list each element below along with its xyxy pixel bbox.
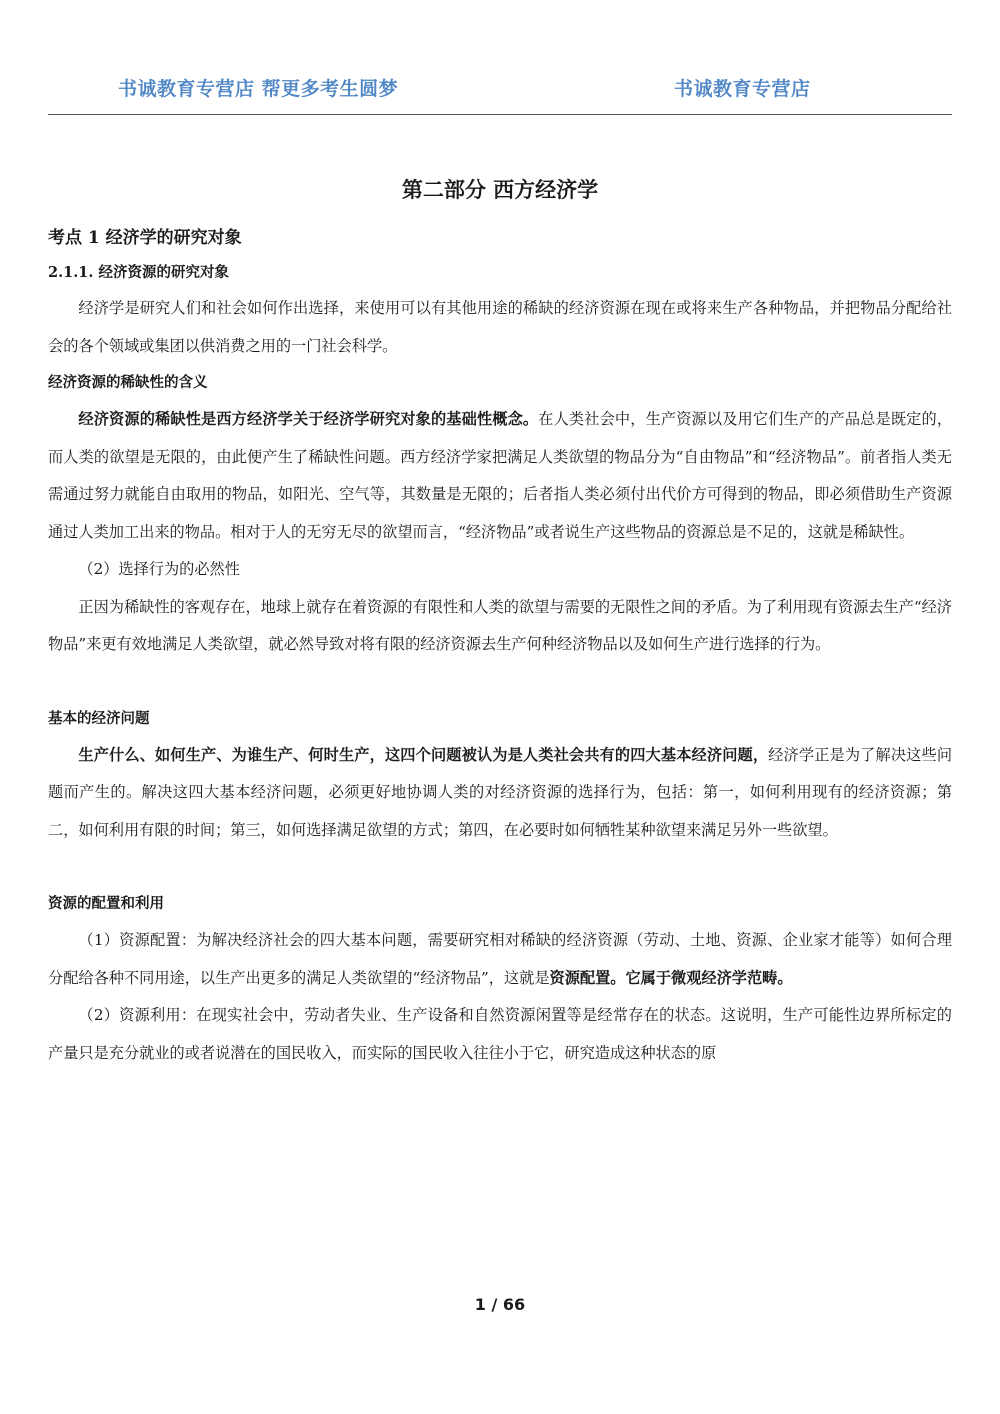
paragraph-choice: 正因为稀缺性的客观存在，地球上就存在着资源的有限性和人类的欲望与需要的无限性之间的矛盾。为了利用现有资源去生产“经济物品”来更有效地满足人类欲望，就必然导致对将有限的经济资源去生产何种经济物品以及如何生产进行选择的行为。: [48, 597, 952, 653]
spacer: [48, 664, 952, 701]
subsection-title: 2.1.1. 经济资源的研究对象: [48, 264, 229, 281]
header-right-text: 书诚教育专营店: [674, 78, 811, 100]
basic-bold-text: 生产什么、如何生产、为谁生产、何时生产，这四个问题被认为是人类社会共有的四大基本经济问题，: [78, 745, 769, 764]
allocation-bold-text: 资源配置。它属于微观经济学范畴。: [549, 968, 793, 987]
basic-text: 经济学正是为了解决这些问题而产生的。解决这四大基本经济问题，必须更好地协调人类的对经济资源的选择行为，包括：第一，如何利用现有的经济资源；第二，如何利用有限的时间；第三，如何选择满足欲望的方式；第四，在必要时如何牺牲某种欲望来满足另外一些欲望。: [48, 745, 953, 839]
paragraph-definition: 经济学是研究人们和社会如何作出选择，来使用可以有其他用途的稀缺的经济资源在现在或将来生产各种物品，并把物品分配给社会的各个领域或集团以供消费之用的一门社会科学。: [48, 299, 952, 355]
page-number: 1 / 66: [474, 1295, 526, 1314]
section-title: 考点 1 经济学的研究对象: [48, 228, 242, 248]
header-left-text: 书诚教育专营店 帮更多考生圆梦: [118, 78, 399, 100]
heading-scarcity: 经济资源的稀缺性的含义: [48, 374, 208, 391]
allocation-text: （1）资源配置：为解决经济社会的四大基本问题，需要研究相对稀缺的经济资源（劳动、土地、资源、企业家才能等）如何合理分配给各种不同用途，以生产出更多的满足人类欲望的“经济物品”，这就是: [48, 931, 952, 987]
item-choice: （2）选择行为的必然性: [78, 560, 240, 578]
paragraph-allocation: [48, 922, 952, 997]
scarcity-text: 在人类社会中，生产资源以及用它们生产的产品总是既定的，而人类的欲望是无限的，由此便产生了稀缺性问题。西方经济学家把满足人类欲望的物品分为“自由物品”和“经济物品”。前者指人类无需通过努力就能自由取用的物品，如阳光、空气等，其数量是无限的；后者指人类必须付出代价方可得到的物品，即必须借助生产资源通过人类加工出来的物品。相对于人的无穷无尽的欲望而言，“经济物品”或者说生产这些物品的资源总是不足的，这就是稀缺性。: [48, 410, 953, 541]
paragraph-resource-use: （2）资源利用：在现实社会中，劳动者失业、生产设备和自然资源闲置等是经常存在的状态。这说明，生产可能性边界所标定的产量只是充分就业的或者说潜在的国民收入，而实际的国民收入往往小于它，研究造成这种状态的原: [48, 1006, 952, 1062]
spacer: [48, 849, 952, 886]
heading-allocation: 资源的配置和利用: [48, 895, 164, 912]
paragraph-scarcity: [48, 401, 952, 551]
part-title: 第二部分 西方经济学: [401, 177, 599, 202]
paragraph-basic-problems: [48, 737, 952, 850]
document-body: [48, 172, 952, 1072]
scarcity-bold-text: 经济资源的稀缺性是西方经济学关于经济学研究对象的基础性概念。: [78, 410, 539, 428]
heading-basic-problems: 基本的经济问题: [48, 709, 150, 727]
page-header: [48, 68, 952, 115]
